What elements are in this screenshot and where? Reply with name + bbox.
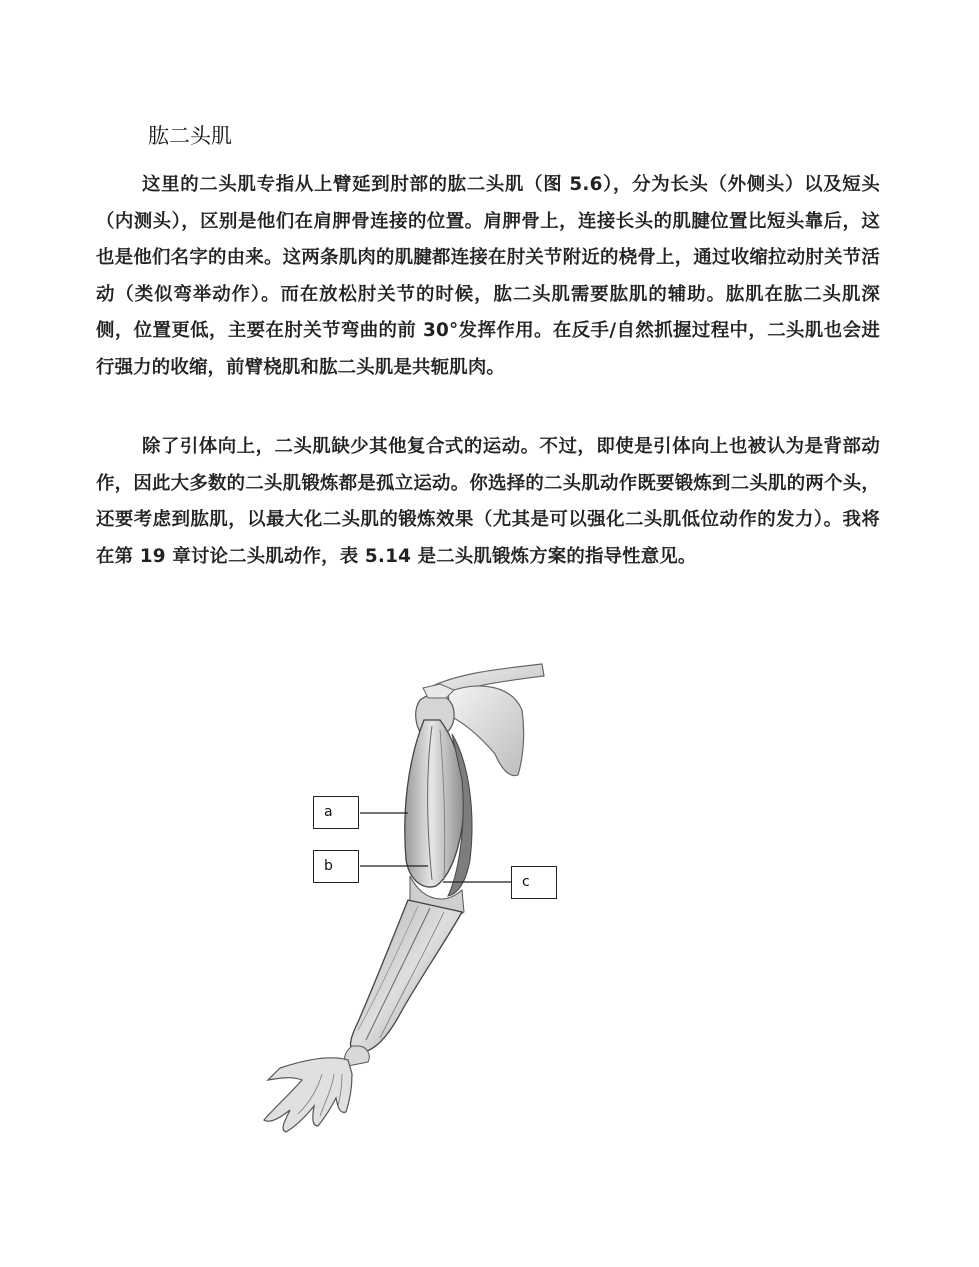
label-a: a	[313, 796, 359, 829]
section-heading: 肱二头肌	[148, 124, 232, 148]
hand	[264, 1058, 352, 1132]
label-b: b	[313, 850, 359, 883]
forearm-muscles	[351, 900, 462, 1053]
label-c: c	[511, 866, 557, 899]
paragraph-2: 除了引体向上，二头肌缺少其他复合式的运动。不过，即使是引体向上也被认为是背部动作，因此大多数的二头肌锻炼都是孤立运动。你选择的二头肌动作既要锻炼到二头肌的两个头，还要考虑到肱肌，以最大化二头肌的锻炼效果（尤其是可以强化二头肌低位动作的发力）。我将在第 19 章讨论二头肌动作，表 5.14 是二头肌锻炼方案的指导性意见。	[96, 436, 880, 567]
paragraph-1: 这里的二头肌专指从上臂延到肘部的肱二头肌（图 5.6），分为长头（外侧头）以及短头（内测头），区别是他们在肩胛骨连接的位置。肩胛骨上，连接长头的肌腱位置比短头靠后，这也是他们名字的由来。这两条肌肉的肌腱都连接在肘关节附近的桡骨上，通过收缩拉动肘关节活动（类似弯举动作）。而在放松肘关节的时候，肱二头肌需要肱肌的辅助。肱肌在肱二头肌深侧，位置更低，主要在肘关节弯曲的前 30°发挥作用。在反手/自然抓握过程中，二头肌也会进行强力的收缩，前臂桡肌和肱二头肌是共轭肌肉。	[96, 174, 880, 378]
arm-muscle-figure	[240, 650, 580, 1140]
